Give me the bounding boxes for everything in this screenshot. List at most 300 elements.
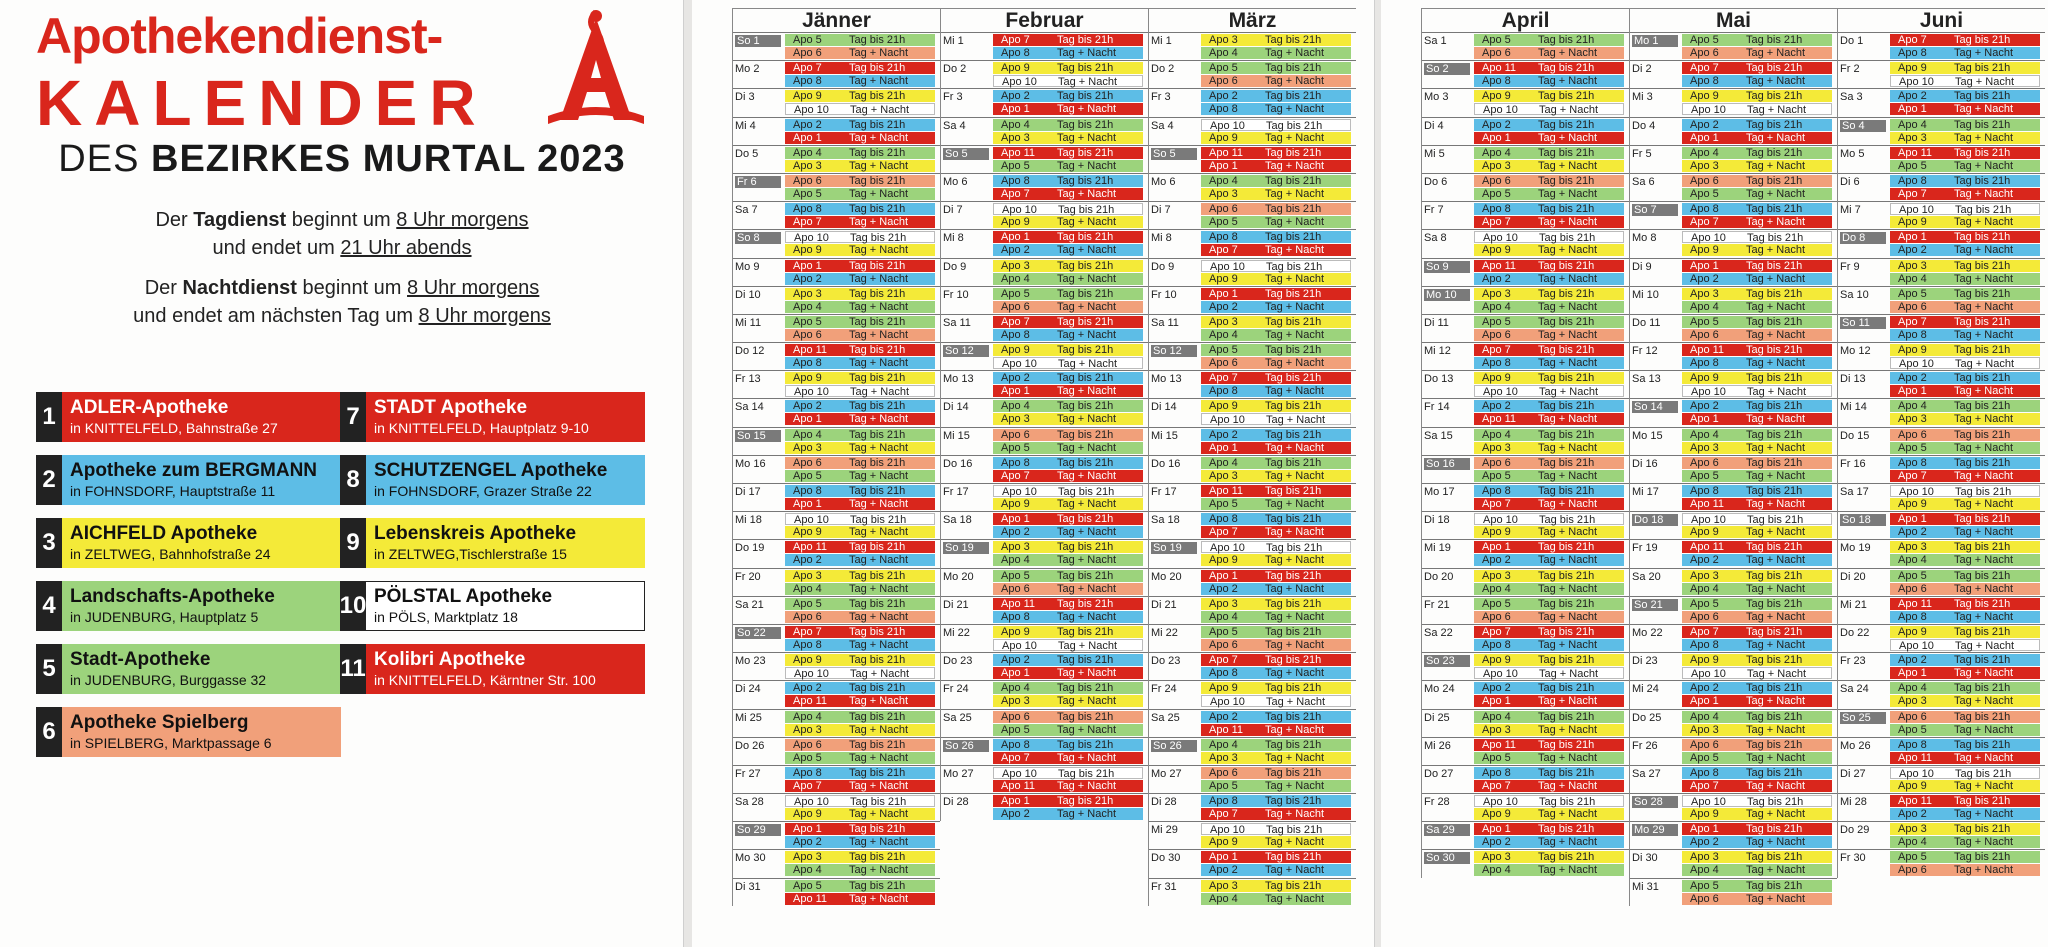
day-label: Mo 1 <box>1632 35 1678 47</box>
day-row <box>1422 709 1629 737</box>
day-label: Mo 13 <box>1151 373 1182 386</box>
night-service-bar: Apo 4 Tag + Nacht <box>1201 47 1351 59</box>
day-row <box>1630 652 1837 680</box>
day-service-bar: Apo 7 Tag bis 21h <box>1474 344 1624 356</box>
day-row <box>733 878 940 906</box>
day-service-bar: Apo 2 Tag bis 21h <box>785 682 935 694</box>
day-row <box>1422 737 1629 765</box>
day-row <box>1838 427 2045 455</box>
day-row <box>1149 286 1356 314</box>
day-row <box>1422 652 1629 680</box>
day-label: Mo 20 <box>943 570 974 583</box>
night-service-bar: Apo 7 Tag + Nacht <box>785 780 935 792</box>
day-service-bar: Apo 6 Tag bis 21h <box>785 175 935 187</box>
day-service-bar: Apo 10 Tag bis 21h <box>993 485 1143 497</box>
day-service-bar: Apo 1 Tag bis 21h <box>1201 288 1351 300</box>
pharmacy-entry-3 <box>36 518 341 568</box>
day-service-bar: Apo 4 Tag bis 21h <box>785 429 935 441</box>
night-service-bar: Apo 8 Tag + Nacht <box>1474 75 1624 87</box>
night-service-bar: Apo 5 Tag + Nacht <box>1201 780 1351 792</box>
night-service-bar: Apo 5 Tag + Nacht <box>1890 724 2040 736</box>
day-row <box>1838 229 2045 257</box>
pharmacy-name: Apotheke Spielberg <box>70 712 249 733</box>
day-label: Do 23 <box>943 655 973 668</box>
night-service-bar: Apo 10 Tag + Nacht <box>993 357 1143 369</box>
day-service-bar: Apo 3 Tag bis 21h <box>1201 880 1351 892</box>
day-service-bar: Apo 6 Tag bis 21h <box>785 457 935 469</box>
day-label: Mi 21 <box>1840 598 1867 611</box>
day-row <box>1630 370 1837 398</box>
day-label: Fr 21 <box>1424 598 1450 611</box>
day-row <box>941 624 1148 652</box>
day-label: Mi 18 <box>735 514 762 527</box>
day-row <box>733 596 940 624</box>
day-row <box>1149 60 1356 88</box>
day-label: So 28 <box>1632 796 1678 808</box>
night-service-bar: Apo 2 Tag + Nacht <box>993 244 1143 256</box>
pharmacy-name: Landschafts-Apotheke <box>70 586 275 607</box>
night-service-bar: Apo 8 Tag + Nacht <box>1890 47 2040 59</box>
day-label: Sa 4 <box>1151 119 1174 132</box>
night-service-bar: Apo 5 Tag + Nacht <box>1682 470 1832 482</box>
day-row <box>733 568 940 596</box>
day-row <box>1422 229 1629 257</box>
night-service-bar: Apo 1 Tag + Nacht <box>1474 132 1624 144</box>
night-service-bar: Apo 7 Tag + Nacht <box>1201 808 1351 820</box>
night-service-bar: Apo 10 Tag + Nacht <box>785 103 935 115</box>
day-row <box>1630 483 1837 511</box>
day-service-bar: Apo 10 Tag bis 21h <box>993 767 1143 779</box>
night-service-bar: Apo 10 Tag + Nacht <box>1201 413 1351 425</box>
night-service-bar: Apo 3 Tag + Nacht <box>993 695 1143 707</box>
day-label: So 2 <box>1424 63 1470 75</box>
day-service-bar: Apo 8 Tag bis 21h <box>785 485 935 497</box>
day-service-bar: Apo 4 Tag bis 21h <box>1682 429 1832 441</box>
day-row <box>733 652 940 680</box>
day-service-bar: Apo 11 Tag bis 21h <box>1201 147 1351 159</box>
day-row <box>1630 88 1837 116</box>
day-label: Mi 12 <box>1424 345 1451 358</box>
day-label: Fr 19 <box>1632 542 1658 555</box>
pharmacy-name: PÖLSTAL Apotheke <box>374 586 553 607</box>
night-service-bar: Apo 3 Tag + Nacht <box>1201 470 1351 482</box>
day-row <box>1422 596 1629 624</box>
day-row <box>1422 88 1629 116</box>
day-label: Fr 5 <box>1632 147 1652 160</box>
day-row <box>941 342 1148 370</box>
night-service-bar: Apo 1 Tag + Nacht <box>1890 103 2040 115</box>
day-service-bar: Apo 9 Tag bis 21h <box>785 372 935 384</box>
day-row <box>733 286 940 314</box>
day-service-bar: Apo 9 Tag bis 21h <box>1890 626 2040 638</box>
day-service-bar: Apo 11 Tag bis 21h <box>785 541 935 553</box>
day-label: Mi 15 <box>1151 429 1178 442</box>
day-label: Do 29 <box>1840 824 1870 837</box>
day-row <box>1422 173 1629 201</box>
day-service-bar: Apo 4 Tag bis 21h <box>1890 682 2040 694</box>
night-service-bar: Apo 3 Tag + Nacht <box>785 724 935 736</box>
night-service-bar: Apo 10 Tag + Nacht <box>1474 667 1624 679</box>
day-row <box>1149 173 1356 201</box>
day-service-bar: Apo 6 Tag bis 21h <box>1682 175 1832 187</box>
night-service-bar: Apo 9 Tag + Nacht <box>1201 273 1351 285</box>
day-label: Fr 9 <box>1840 260 1860 273</box>
day-row <box>1630 596 1837 624</box>
day-row <box>941 455 1148 483</box>
day-label: Do 30 <box>1151 852 1181 865</box>
night-service-bar: Apo 8 Tag + Nacht <box>993 611 1143 623</box>
night-service-bar: Apo 8 Tag + Nacht <box>993 329 1143 341</box>
night-service-bar: Apo 2 Tag + Nacht <box>1890 526 2040 538</box>
day-service-bar: Apo 8 Tag bis 21h <box>1890 739 2040 751</box>
pharmacy-address: in KNITTELFELD, Kärntner Str. 100 <box>374 672 596 688</box>
day-label: Mi 1 <box>943 35 964 47</box>
night-service-bar: Apo 6 Tag + Nacht <box>1474 611 1624 623</box>
day-label: Mo 13 <box>943 373 974 386</box>
night-service-bar: Apo 10 Tag + Nacht <box>1682 667 1832 679</box>
day-label: Di 16 <box>1632 457 1658 470</box>
day-label: Mi 28 <box>1840 796 1867 809</box>
day-row <box>1838 483 2045 511</box>
pharmacy-address: in SPIELBERG, Marktpassage 6 <box>70 735 272 751</box>
day-service-bar: Apo 5 Tag bis 21h <box>1474 316 1624 328</box>
night-service-bar: Apo 4 Tag + Nacht <box>1890 836 2040 848</box>
day-service-bar: Apo 3 Tag bis 21h <box>785 570 935 582</box>
day-label: Di 21 <box>1151 598 1177 611</box>
day-row <box>733 370 940 398</box>
night-service-bar: Apo 1 Tag + Nacht <box>993 667 1143 679</box>
day-row <box>1838 539 2045 567</box>
day-row <box>1838 624 2045 652</box>
day-label: Sa 20 <box>1632 570 1661 583</box>
day-service-bar: Apo 10 Tag bis 21h <box>993 203 1143 215</box>
day-label: Do 8 <box>1840 232 1886 244</box>
night-service-bar: Apo 7 Tag + Nacht <box>1474 216 1624 228</box>
day-service-bar: Apo 8 Tag bis 21h <box>1682 485 1832 497</box>
day-label: Fr 10 <box>943 288 969 301</box>
month-header: April <box>1421 8 1629 32</box>
night-service-bar: Apo 6 Tag + Nacht <box>1201 75 1351 87</box>
night-service-bar: Apo 6 Tag + Nacht <box>1682 611 1832 623</box>
day-service-bar: Apo 3 Tag bis 21h <box>993 541 1143 553</box>
day-row <box>1630 709 1837 737</box>
day-service-bar: Apo 9 Tag bis 21h <box>1890 344 2040 356</box>
day-service-bar: Apo 8 Tag bis 21h <box>1201 231 1351 243</box>
day-label: So 5 <box>943 148 989 160</box>
day-service-bar: Apo 4 Tag bis 21h <box>1474 711 1624 723</box>
pharmacy-number: 10 <box>340 581 366 631</box>
day-service-bar: Apo 5 Tag bis 21h <box>993 570 1143 582</box>
night-service-bar: Apo 3 Tag + Nacht <box>785 160 935 172</box>
day-service-bar: Apo 3 Tag bis 21h <box>1201 316 1351 328</box>
day-row <box>733 793 940 821</box>
night-service-bar: Apo 8 Tag + Nacht <box>1201 385 1351 397</box>
day-row <box>1149 117 1356 145</box>
day-row <box>941 229 1148 257</box>
day-label: Do 1 <box>1840 35 1864 47</box>
day-row <box>941 117 1148 145</box>
day-service-bar: Apo 6 Tag bis 21h <box>1474 457 1624 469</box>
day-row <box>1422 286 1629 314</box>
day-row <box>733 342 940 370</box>
day-label: So 5 <box>1151 148 1197 160</box>
day-row <box>1149 821 1356 849</box>
day-label: Mo 22 <box>1632 626 1663 639</box>
night-service-bar: Apo 1 Tag + Nacht <box>1474 695 1624 707</box>
day-row <box>733 821 940 849</box>
day-service-bar: Apo 1 Tag bis 21h <box>1682 260 1832 272</box>
night-service-bar: Apo 3 Tag + Nacht <box>1474 724 1624 736</box>
day-service-bar: Apo 2 Tag bis 21h <box>1890 90 2040 102</box>
month-header: März <box>1148 8 1356 32</box>
day-label: Di 7 <box>943 204 963 217</box>
day-service-bar: Apo 2 Tag bis 21h <box>1474 119 1624 131</box>
night-service-bar: Apo 9 Tag + Nacht <box>1201 132 1351 144</box>
pharmacy-name: SCHUTZENGEL Apotheke <box>374 460 608 481</box>
day-row <box>941 483 1148 511</box>
day-service-bar: Apo 2 Tag bis 21h <box>785 400 935 412</box>
day-row <box>1630 568 1837 596</box>
night-service-bar: Apo 5 Tag + Nacht <box>1474 188 1624 200</box>
day-row <box>941 398 1148 426</box>
day-row <box>1149 539 1356 567</box>
day-label: Fr 13 <box>735 373 761 386</box>
day-label: Di 17 <box>735 486 761 498</box>
night-service-bar: Apo 3 Tag + Nacht <box>1474 442 1624 454</box>
day-label: Fr 27 <box>735 767 761 780</box>
pharmacy-number: 9 <box>340 518 366 568</box>
day-service-info: Der Tagdienst beginnt um 8 Uhr morgens und endet um 21 Uhr abends <box>155 209 529 259</box>
day-service-bar: Apo 11 Tag bis 21h <box>785 344 935 356</box>
day-service-bar: Apo 3 Tag bis 21h <box>1474 851 1624 863</box>
day-service-bar: Apo 8 Tag bis 21h <box>1890 457 2040 469</box>
day-label: Di 11 <box>1424 316 1449 329</box>
night-service-bar: Apo 6 Tag + Nacht <box>1890 864 2040 876</box>
night-service-bar: Apo 5 Tag + Nacht <box>993 724 1143 736</box>
day-label: Mi 14 <box>1840 401 1867 414</box>
day-row <box>1149 427 1356 455</box>
day-row <box>941 652 1148 680</box>
day-label: Mo 26 <box>1840 739 1871 752</box>
day-label: Mo 9 <box>735 260 760 273</box>
day-row <box>1422 624 1629 652</box>
night-service-bar: Apo 2 Tag + Nacht <box>1201 583 1351 595</box>
day-label: So 7 <box>1632 204 1678 216</box>
day-row <box>1838 370 2045 398</box>
day-row <box>1838 511 2045 539</box>
day-label: Mi 29 <box>1151 824 1178 837</box>
pharmacy-number: 11 <box>340 644 366 694</box>
night-service-bar: Apo 8 Tag + Nacht <box>1474 639 1624 651</box>
day-service-bar: Apo 10 Tag bis 21h <box>1890 767 2040 779</box>
day-service-bar: Apo 1 Tag bis 21h <box>993 795 1143 807</box>
pharmacy-name: Stadt-Apotheke <box>70 649 211 670</box>
day-label: So 30 <box>1424 852 1470 864</box>
day-label: Sa 18 <box>943 514 972 527</box>
night-service-bar: Apo 8 Tag + Nacht <box>1201 103 1351 115</box>
day-row <box>733 737 940 765</box>
night-service-bar: Apo 4 Tag + Nacht <box>785 583 935 595</box>
day-label: Mo 30 <box>735 852 766 865</box>
day-service-bar: Apo 8 Tag bis 21h <box>1474 767 1624 779</box>
day-label: Mi 15 <box>943 429 970 442</box>
night-service-bar: Apo 7 Tag + Nacht <box>1201 244 1351 256</box>
day-service-bar: Apo 2 Tag bis 21h <box>993 90 1143 102</box>
night-service-bar: Apo 9 Tag + Nacht <box>785 808 935 820</box>
day-label: Mi 8 <box>1151 232 1172 245</box>
day-service-bar: Apo 3 Tag bis 21h <box>1890 823 2040 835</box>
day-label: Fr 24 <box>1151 683 1177 696</box>
night-service-bar: Apo 2 Tag + Nacht <box>1682 273 1832 285</box>
day-row <box>1838 652 2045 680</box>
day-label: Mo 10 <box>1424 289 1470 301</box>
night-service-bar: Apo 10 Tag + Nacht <box>1474 103 1624 115</box>
day-row <box>733 849 940 877</box>
day-label: Mi 22 <box>943 626 970 639</box>
day-service-bar: Apo 4 Tag bis 21h <box>785 147 935 159</box>
day-service-bar: Apo 1 Tag bis 21h <box>993 513 1143 525</box>
day-service-bar: Apo 5 Tag bis 21h <box>1890 570 2040 582</box>
day-service-bar: Apo 10 Tag bis 21h <box>785 795 935 807</box>
night-service-bar: Apo 9 Tag + Nacht <box>1890 780 2040 792</box>
night-service-bar: Apo 2 Tag + Nacht <box>1682 554 1832 566</box>
night-service-bar: Apo 6 Tag + Nacht <box>1474 47 1624 59</box>
night-service-bar: Apo 11 Tag + Nacht <box>1474 413 1624 425</box>
day-row <box>941 765 1148 793</box>
day-row <box>733 483 940 511</box>
night-service-bar: Apo 9 Tag + Nacht <box>785 244 935 256</box>
day-service-bar: Apo 11 Tag bis 21h <box>1682 344 1832 356</box>
pharmacy-address: in JUDENBURG, Burggasse 32 <box>70 672 267 688</box>
day-service-bar: Apo 7 Tag bis 21h <box>1201 372 1351 384</box>
day-label: Mo 20 <box>1151 570 1182 583</box>
day-row <box>1630 737 1837 765</box>
day-service-bar: Apo 6 Tag bis 21h <box>1682 457 1832 469</box>
day-row <box>1838 342 2045 370</box>
day-service-bar: Apo 4 Tag bis 21h <box>993 119 1143 131</box>
day-label: Do 15 <box>1840 429 1870 442</box>
day-service-bar: Apo 3 Tag bis 21h <box>1890 541 2040 553</box>
day-service-bar: Apo 2 Tag bis 21h <box>1890 372 2040 384</box>
day-row <box>941 680 1148 708</box>
day-label: Do 20 <box>1424 570 1454 583</box>
night-service-bar: Apo 2 Tag + Nacht <box>1201 864 1351 876</box>
day-service-bar: Apo 7 Tag bis 21h <box>1682 626 1832 638</box>
night-service-bar: Apo 4 Tag + Nacht <box>1201 611 1351 623</box>
night-service-bar: Apo 10 Tag + Nacht <box>1682 385 1832 397</box>
night-service-bar: Apo 5 Tag + Nacht <box>993 160 1143 172</box>
night-service-bar: Apo 8 Tag + Nacht <box>1682 639 1832 651</box>
day-service-bar: Apo 11 Tag bis 21h <box>1474 62 1624 74</box>
day-service-bar: Apo 9 Tag bis 21h <box>1890 62 2040 74</box>
day-service-bar: Apo 10 Tag bis 21h <box>1682 795 1832 807</box>
night-service-bar: Apo 7 Tag + Nacht <box>993 752 1143 764</box>
day-service-bar: Apo 1 Tag bis 21h <box>1682 823 1832 835</box>
day-service-bar: Apo 3 Tag bis 21h <box>785 851 935 863</box>
day-row <box>733 539 940 567</box>
pharmacy-address: in JUDENBURG, Hauptplatz 5 <box>70 609 259 625</box>
day-row <box>1838 314 2045 342</box>
day-label: Mi 22 <box>1151 626 1178 639</box>
day-service-bar: Apo 6 Tag bis 21h <box>1682 739 1832 751</box>
day-service-bar: Apo 1 Tag bis 21h <box>993 231 1143 243</box>
day-label: Sa 13 <box>1632 373 1661 386</box>
day-row <box>941 88 1148 116</box>
day-label: Fr 23 <box>1840 655 1866 668</box>
night-service-bar: Apo 1 Tag + Nacht <box>1890 667 2040 679</box>
day-service-bar: Apo 7 Tag bis 21h <box>1201 654 1351 666</box>
pharmacy-address: in ZELTWEG,Tischlerstraße 15 <box>374 546 567 562</box>
day-service-bar: Apo 10 Tag bis 21h <box>1201 260 1351 272</box>
day-service-bar: Apo 3 Tag bis 21h <box>1682 570 1832 582</box>
night-service-bar: Apo 6 Tag + Nacht <box>993 301 1143 313</box>
month-header: Mai <box>1629 8 1837 32</box>
day-row <box>1838 821 2045 849</box>
day-service-bar: Apo 11 Tag bis 21h <box>1201 485 1351 497</box>
night-service-bar: Apo 6 Tag + Nacht <box>785 329 935 341</box>
day-label: Di 7 <box>1151 204 1171 217</box>
night-service-bar: Apo 10 Tag + Nacht <box>785 385 935 397</box>
day-row <box>941 201 1148 229</box>
day-service-bar: Apo 10 Tag bis 21h <box>1682 231 1832 243</box>
day-row <box>1838 145 2045 173</box>
night-service-bar: Apo 3 Tag + Nacht <box>1201 188 1351 200</box>
day-service-bar: Apo 4 Tag bis 21h <box>1682 147 1832 159</box>
pharmacy-number: 7 <box>340 392 366 442</box>
day-label: Do 26 <box>735 739 765 752</box>
day-label: Mi 7 <box>1840 204 1861 217</box>
day-row <box>1630 455 1837 483</box>
night-service-bar: Apo 3 Tag + Nacht <box>1890 695 2040 707</box>
subtitle-main: BEZIRKES MURTAL 2023 <box>151 138 626 180</box>
night-service-bar: Apo 5 Tag + Nacht <box>993 442 1143 454</box>
pharmacy-entry-10 <box>340 581 645 631</box>
day-service-bar: Apo 9 Tag bis 21h <box>1682 654 1832 666</box>
day-row <box>1630 624 1837 652</box>
day-row <box>1422 793 1629 821</box>
calendar-q1-panel <box>692 0 1375 947</box>
day-service-bar: Apo 9 Tag bis 21h <box>993 62 1143 74</box>
night-service-bar: Apo 4 Tag + Nacht <box>993 273 1143 285</box>
day-label: Do 2 <box>943 63 967 76</box>
day-row <box>1838 32 2045 60</box>
night-service-bar: Apo 4 Tag + Nacht <box>785 864 935 876</box>
day-label: So 14 <box>1632 401 1678 413</box>
day-service-bar: Apo 1 Tag bis 21h <box>1201 851 1351 863</box>
day-row <box>733 117 940 145</box>
day-label: Sa 11 <box>943 316 971 329</box>
day-row <box>941 60 1148 88</box>
day-label: Mi 17 <box>1632 486 1659 498</box>
day-service-bar: Apo 9 Tag bis 21h <box>1474 654 1624 666</box>
day-label: Mo 2 <box>735 63 760 76</box>
apotheke-logo-icon <box>540 8 652 128</box>
night-service-bar: Apo 2 Tag + Nacht <box>785 554 935 566</box>
night-service-bar: Apo 11 Tag + Nacht <box>993 780 1143 792</box>
day-label: Sa 10 <box>1840 288 1869 301</box>
night-service-bar: Apo 3 Tag + Nacht <box>1890 413 2040 425</box>
day-label: Di 4 <box>1424 119 1444 132</box>
day-service-bar: Apo 6 Tag bis 21h <box>993 429 1143 441</box>
pharmacy-number: 4 <box>36 581 62 631</box>
pharmacy-entry-11 <box>340 644 645 694</box>
day-service-bar: Apo 3 Tag bis 21h <box>1201 598 1351 610</box>
pharmacy-address: in PÖLS, Marktplatz 18 <box>374 609 518 625</box>
day-label: So 25 <box>1840 712 1886 724</box>
day-label: So 12 <box>1151 345 1197 357</box>
day-row <box>733 511 940 539</box>
night-service-bar: Apo 5 Tag + Nacht <box>1474 470 1624 482</box>
